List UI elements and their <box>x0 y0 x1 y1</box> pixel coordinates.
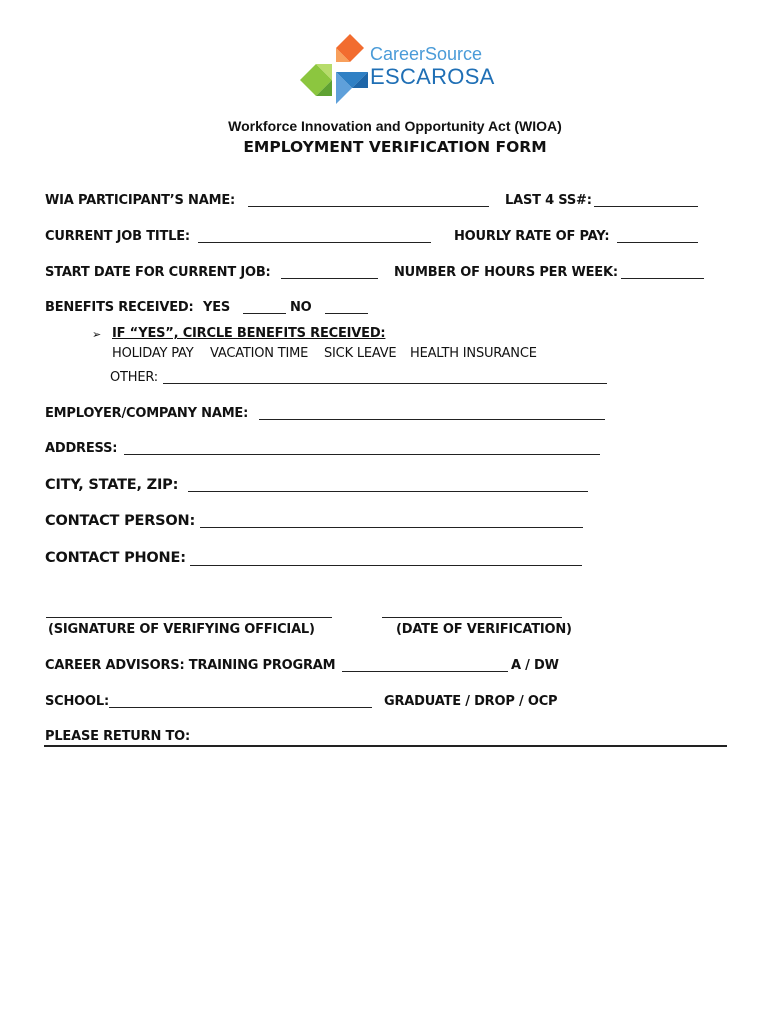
benefit-option-health-insurance[interactable]: HEALTH INSURANCE <box>410 346 537 361</box>
logo-brand-top: CareerSource <box>370 44 483 64</box>
logo-brand-bottom: ESCAROSA <box>370 64 495 89</box>
hours-per-week-label: NUMBER OF HOURS PER WEEK: <box>394 265 618 280</box>
hours-per-week-field[interactable] <box>621 278 704 279</box>
please-return-divider <box>44 745 727 747</box>
start-date-field[interactable] <box>281 278 378 279</box>
other-benefits-field[interactable] <box>163 383 607 384</box>
employer-name-field[interactable] <box>259 419 605 420</box>
date-of-verification-field[interactable] <box>382 617 562 618</box>
hourly-rate-label: HOURLY RATE OF PAY: <box>454 229 610 244</box>
job-title-field[interactable] <box>198 242 431 243</box>
contact-phone-field[interactable] <box>190 565 582 566</box>
contact-person-label: CONTACT PERSON: <box>45 513 196 529</box>
last4-ssn-label: LAST 4 SS#: <box>505 193 592 208</box>
last4-ssn-field[interactable] <box>594 206 698 207</box>
a-dw-options[interactable]: A / DW <box>511 658 559 673</box>
signature-field[interactable] <box>46 617 332 618</box>
participant-name-field[interactable] <box>248 206 489 207</box>
benefit-option-holiday-pay[interactable]: HOLIDAY PAY <box>112 346 194 361</box>
school-field[interactable] <box>109 707 372 708</box>
bullet-arrow-icon: ➢ <box>92 328 102 341</box>
form-title: EMPLOYMENT VERIFICATION FORM <box>243 138 547 156</box>
benefits-yes-label: YES <box>203 300 231 315</box>
careersource-escarosa-logo <box>298 34 495 106</box>
employer-name-label: EMPLOYER/COMPANY NAME: <box>45 406 249 421</box>
please-return-label: PLEASE RETURN TO: <box>45 729 190 744</box>
training-program-field[interactable] <box>342 671 508 672</box>
form-subtitle: Workforce Innovation and Opportunity Act (WIOA) <box>228 118 562 134</box>
logo-mark-icon <box>298 34 368 106</box>
circle-benefits-instruction: IF “YES”, CIRCLE BENEFITS RECEIVED: <box>112 326 386 341</box>
address-label: ADDRESS: <box>45 441 118 456</box>
signature-caption: (SIGNATURE OF VERIFYING OFFICIAL) <box>48 622 315 637</box>
city-state-zip-field[interactable] <box>188 491 588 492</box>
school-label: SCHOOL: <box>45 694 109 709</box>
career-advisors-label: CAREER ADVISORS: TRAINING PROGRAM <box>45 658 336 673</box>
address-field[interactable] <box>124 454 600 455</box>
benefits-no-field[interactable] <box>325 313 368 314</box>
participant-name-label: WIA PARTICIPANT’S NAME: <box>45 193 235 208</box>
benefits-no-label: NO <box>290 300 312 315</box>
contact-phone-label: CONTACT PHONE: <box>45 550 186 566</box>
benefits-received-label: BENEFITS RECEIVED: <box>45 300 194 315</box>
benefits-yes-field[interactable] <box>243 313 286 314</box>
other-benefits-label: OTHER: <box>110 370 158 385</box>
benefit-option-vacation-time[interactable]: VACATION TIME <box>210 346 309 361</box>
start-date-label: START DATE FOR CURRENT JOB: <box>45 265 271 280</box>
date-caption: (DATE OF VERIFICATION) <box>396 622 572 637</box>
graduate-drop-ocp-options[interactable]: GRADUATE / DROP / OCP <box>384 694 558 709</box>
benefit-option-sick-leave[interactable]: SICK LEAVE <box>324 346 397 361</box>
hourly-rate-field[interactable] <box>617 242 698 243</box>
city-state-zip-label: CITY, STATE, ZIP: <box>45 477 179 493</box>
job-title-label: CURRENT JOB TITLE: <box>45 229 190 244</box>
contact-person-field[interactable] <box>200 527 583 528</box>
